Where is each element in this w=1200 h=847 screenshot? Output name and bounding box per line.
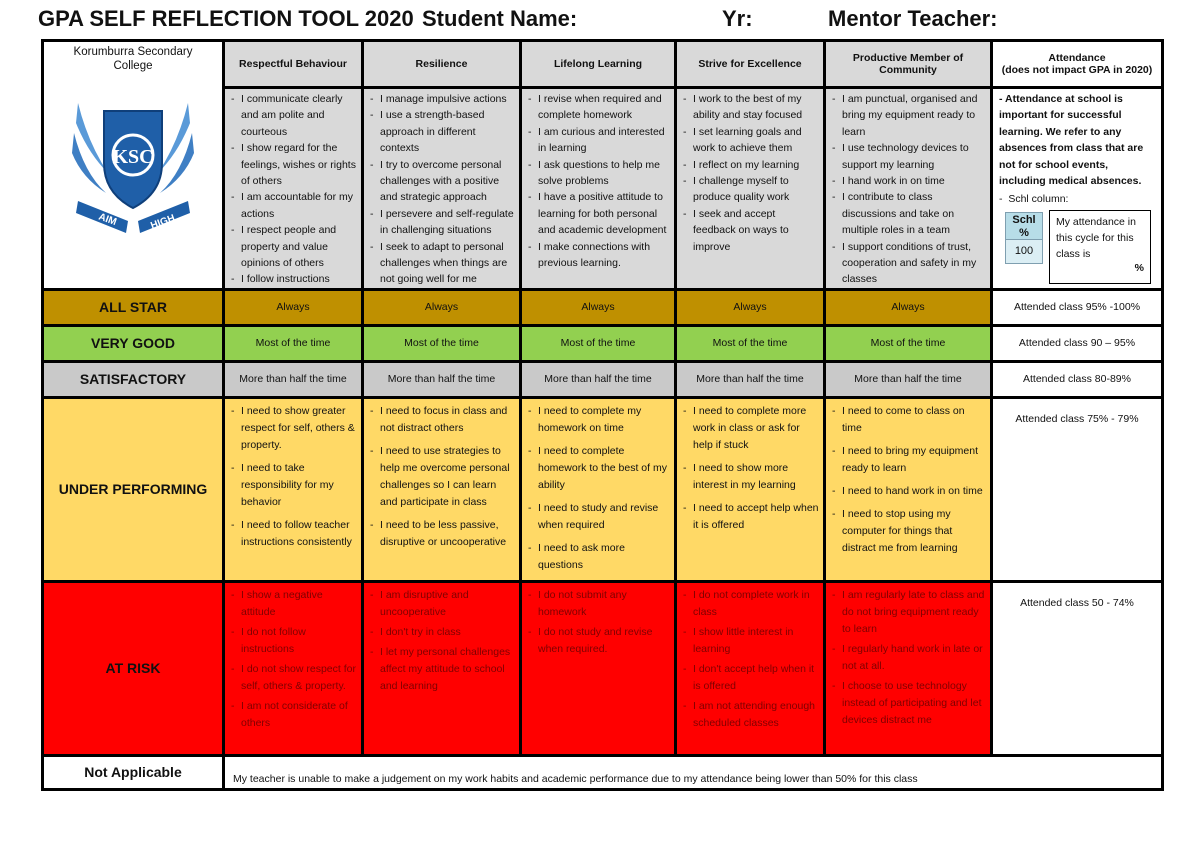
my-attendance-text: My attendance in this cycle for this class is [1056, 215, 1136, 260]
list-item: - I choose to use technology instead of participating and let devices distract me [832, 678, 986, 729]
col-header-respectful-behaviour: Respectful Behaviour [224, 41, 363, 88]
list-item: - I persevere and self-regulate in challenging situations [370, 206, 515, 239]
list-item: - I need to show more interest in my learning [683, 460, 819, 494]
list-item: - I communicate clearly and am polite and courteous [231, 91, 357, 140]
at-risk-cell [363, 581, 521, 755]
at-risk-row [43, 581, 1163, 755]
col-header-resilience: Resilience [363, 41, 521, 88]
list-item: - I need to complete homework to the best of my ability [528, 443, 670, 494]
list-item: - I am regularly late to class and do not bring equipment ready to learn [832, 587, 986, 638]
header-row [43, 41, 1163, 88]
school-name: Korumburra Secondary College [73, 46, 193, 72]
satisfactory-cell: More than half the time [825, 361, 992, 397]
list-item: - I follow instructions [231, 271, 357, 287]
student-name-label: Student Name: [422, 6, 578, 31]
at-risk-list [370, 587, 515, 695]
descriptor-list [528, 91, 670, 271]
list-item: - I use technology devices to support my learning [832, 140, 986, 173]
list-item: - I make connections with previous learning. [528, 239, 670, 272]
schl-header: Schl % [1005, 212, 1043, 240]
all-star-cell: Always [224, 289, 363, 325]
list-item: - I don't accept help when it is offered [683, 661, 819, 695]
under-performing-list [832, 403, 986, 557]
mentor-teacher-label: Mentor Teacher: [828, 6, 998, 31]
list-item: - I need to complete more work in class or ask for help if stuck [683, 403, 819, 454]
satisfactory-label: SATISFACTORY [43, 361, 224, 397]
list-item: - I try to overcome personal challenges with a positive and strategic approach [370, 157, 515, 206]
list-item: - I need to come to class on time [832, 403, 986, 437]
list-item: - I respect people and property and value opinions of others [231, 222, 357, 271]
very-good-cell: Most of the time [363, 325, 521, 361]
list-item: - I need to be less passive, disruptive or uncooperative [370, 517, 515, 551]
list-item: - I need to complete my homework on time [528, 403, 670, 437]
descriptor-list [370, 91, 515, 288]
under-performing-list [683, 403, 819, 534]
descriptor-cell [224, 88, 363, 290]
descriptor-list [231, 91, 357, 288]
list-item: - I am not attending enough scheduled classes [683, 698, 819, 732]
list-item: - I let my personal challenges affect my attitude to school and learning [370, 644, 515, 695]
list-item: - I am accountable for my actions [231, 189, 357, 222]
all-star-label: ALL STAR [43, 289, 224, 325]
list-item: - I need to use strategies to help me overcome personal challenges so I can learn and participate in class [370, 443, 515, 511]
gpa-rubric-table [41, 39, 1164, 791]
at-risk-cell [521, 581, 676, 755]
year-label: Yr: [722, 6, 753, 31]
logo-motto-left: AIM [96, 211, 118, 229]
list-item: - I ask questions to help me solve problems [528, 157, 670, 190]
list-item: - I need to take responsibility for my behavior [231, 460, 357, 511]
under-performing-list [528, 403, 670, 574]
my-attendance-box[interactable] [1049, 210, 1151, 284]
list-item: - I seek to adapt to personal challenges when things are not going well for me [370, 239, 515, 288]
satisfactory-cell: More than half the time [676, 361, 825, 397]
not-applicable-label: Not Applicable [43, 755, 224, 789]
my-attendance-percent: % [1134, 261, 1144, 274]
at-risk-list [832, 587, 986, 729]
list-item: - I set learning goals and work to achieve them [683, 124, 819, 157]
under-performing-cell [676, 397, 825, 581]
at-risk-cell [825, 581, 992, 755]
attendance-header-line2: (does not impact GPA in 2020) [1001, 64, 1153, 76]
under-performing-cell [521, 397, 676, 581]
attendance-header-line1: Attendance [1048, 52, 1106, 64]
list-item: - I need to show greater respect for self, others & property. [231, 403, 357, 454]
very-good-cell: Most of the time [224, 325, 363, 361]
logo-monogram: KSC [112, 146, 154, 168]
list-item: - I show a negative attitude [231, 587, 357, 621]
school-crest-icon [44, 83, 222, 243]
attendance-info-cell [992, 88, 1163, 290]
list-item: - I don't try in class [370, 624, 515, 641]
all-star-cell: Always [825, 289, 992, 325]
col-header-attendance [992, 41, 1163, 88]
attendance-note: Attendance at school is important for successful learning. We refer to any absences from class that are not for school events, including medical absences. [999, 93, 1144, 188]
list-item: - I use a strength-based approach in different contexts [370, 107, 515, 156]
list-item: - I reflect on my learning [683, 157, 819, 173]
page-title: GPA SELF REFLECTION TOOL 2020 [38, 6, 414, 31]
under-performing-label: UNDER PERFORMING [43, 397, 224, 581]
schl-percent-box [1005, 212, 1043, 272]
satisfactory-attendance: Attended class 80-89% [992, 361, 1163, 397]
under-performing-row [43, 397, 1163, 581]
at-risk-cell [224, 581, 363, 755]
list-item: - I need to ask more questions [528, 540, 670, 574]
at-risk-list [231, 587, 357, 732]
at-risk-list [683, 587, 819, 732]
very-good-cell: Most of the time [521, 325, 676, 361]
descriptor-cell [521, 88, 676, 290]
under-performing-list [231, 403, 357, 551]
schl-column-text: Schl column: [1008, 193, 1069, 206]
satisfactory-cell: More than half the time [363, 361, 521, 397]
all-star-cell: Always [676, 289, 825, 325]
list-item: - I do not study and revise when required. [528, 624, 670, 658]
list-item: - I need to hand work in on time [832, 483, 986, 500]
satisfactory-cell: More than half the time [521, 361, 676, 397]
satisfactory-row [43, 361, 1163, 397]
list-item: - I am disruptive and uncooperative [370, 587, 515, 621]
all-star-cell: Always [521, 289, 676, 325]
list-item: - I have a positive attitude to learning for both personal and academic development [528, 189, 670, 238]
not-applicable-row [43, 755, 1163, 789]
list-item: - I need to focus in class and not distract others [370, 403, 515, 437]
very-good-row [43, 325, 1163, 361]
list-item: - I seek and accept feedback on ways to improve [683, 206, 819, 255]
school-logo-cell [43, 41, 224, 290]
schl-value: 100 [1005, 240, 1043, 264]
at-risk-label: AT RISK [43, 581, 224, 755]
list-item: - I contribute to class discussions and take on multiple roles in a team [832, 189, 986, 238]
very-good-label: VERY GOOD [43, 325, 224, 361]
list-item: - I do not submit any homework [528, 587, 670, 621]
list-item: - I revise when required and complete homework [528, 91, 670, 124]
descriptor-list [683, 91, 819, 255]
at-risk-cell [676, 581, 825, 755]
list-item: - I challenge myself to produce quality work [683, 173, 819, 206]
list-item: - I need to stop using my computer for things that distract me from learning [832, 506, 986, 557]
very-good-attendance: Attended class 90 – 95% [992, 325, 1163, 361]
col-header-lifelong-learning: Lifelong Learning [521, 41, 676, 88]
under-performing-cell [224, 397, 363, 581]
under-performing-list [370, 403, 515, 551]
satisfactory-cell: More than half the time [224, 361, 363, 397]
list-item: - I show little interest in learning [683, 624, 819, 658]
all-star-attendance: Attended class 95% -100% [992, 289, 1163, 325]
descriptor-cell [363, 88, 521, 290]
very-good-cell: Most of the time [825, 325, 992, 361]
list-item: - I show regard for the feelings, wishes or rights of others [231, 140, 357, 189]
list-item: - I need to follow teacher instructions consistently [231, 517, 357, 551]
logo-motto-right: HIGH [149, 212, 177, 232]
list-item: - I am curious and interested in learning [528, 124, 670, 157]
at-risk-attendance: Attended class 50 - 74% [992, 581, 1163, 755]
col-header-strive-for-excellence: Strive for Excellence [676, 41, 825, 88]
list-item: - I support conditions of trust, cooperation and safety in my classes [832, 239, 986, 288]
list-item: - I manage impulsive actions [370, 91, 515, 107]
list-item: - I am punctual, organised and bring my equipment ready to learn [832, 91, 986, 140]
list-item: - I do not complete work in class [683, 587, 819, 621]
attendance-info-text: - Attendance at school is important for successful learning. We refer to any absences from class that are not for school events, including medical absences. [999, 93, 1144, 188]
attendance-entry [993, 208, 1161, 288]
list-item: - I regularly hand work in late or not at all. [832, 641, 986, 675]
descriptor-list [832, 91, 986, 288]
descriptor-cell [676, 88, 825, 290]
under-performing-cell [825, 397, 992, 581]
list-item: - I hand work in on time [832, 173, 986, 189]
at-risk-list [528, 587, 670, 658]
list-item: - I do not follow instructions [231, 624, 357, 658]
schl-column-label: - Schl column: [999, 193, 1069, 206]
descriptor-cell [825, 88, 992, 290]
all-star-cell: Always [363, 289, 521, 325]
list-item: - I need to bring my equipment ready to learn [832, 443, 986, 477]
list-item: - I am not considerate of others [231, 698, 357, 732]
under-performing-attendance: Attended class 75% - 79% [992, 397, 1163, 581]
list-item: - I need to accept help when it is offered [683, 500, 819, 534]
all-star-row [43, 289, 1163, 325]
very-good-cell: Most of the time [676, 325, 825, 361]
list-item: - I do not show respect for self, others & property. [231, 661, 357, 695]
list-item: - I work to the best of my ability and stay focused [683, 91, 819, 124]
not-applicable-text: My teacher is unable to make a judgement on my work habits and academic performance due to my attendance being lower than 50% for this class [224, 755, 1163, 789]
list-item: - I need to study and revise when required [528, 500, 670, 534]
col-header-productive-member: Productive Member of Community [825, 41, 992, 88]
under-performing-cell [363, 397, 521, 581]
